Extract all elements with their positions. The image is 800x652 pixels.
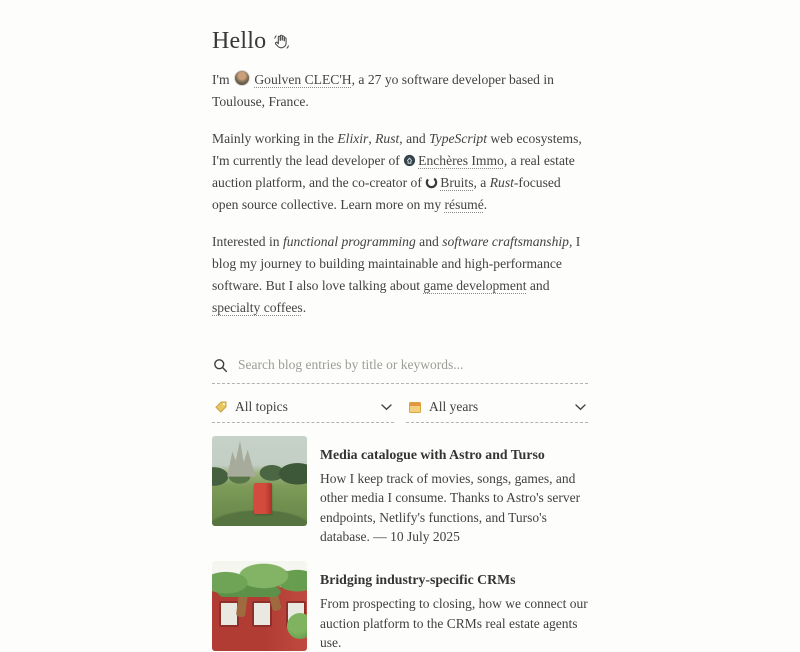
thumbnail-art-window xyxy=(252,601,272,627)
entry-date: — 10 July 2025 xyxy=(373,529,460,545)
intro-paragraph-1: I'm Goulven CLEC'H, a 27 yo software developer based in Toulouse, France. xyxy=(212,72,554,110)
entry-description: How I keep track of movies, songs, games, and other media I consume. Thanks to Astro's server endpoints, Netlify's functions, and Turso's database. — 10 July 2025 xyxy=(320,471,581,545)
entry-description: From prospecting to closing, how we connect our auction platform to the CRMs real estate agents use. xyxy=(320,596,588,650)
page-content xyxy=(212,0,588,652)
inline-link[interactable]: game development xyxy=(423,278,527,294)
inline-link[interactable]: specialty coffees xyxy=(212,300,303,316)
entry-body xyxy=(320,436,588,546)
calendar-icon xyxy=(408,400,422,414)
tag-icon xyxy=(214,400,228,414)
bruits-logo-icon xyxy=(425,176,438,189)
inline-link[interactable]: Bruits xyxy=(440,175,474,191)
filter-row xyxy=(212,397,588,423)
search-bar xyxy=(212,354,588,384)
greeting-text: Hello xyxy=(212,28,267,54)
emphasis-text: Rust xyxy=(375,131,400,147)
search-input[interactable] xyxy=(236,356,587,374)
entry-title-link[interactable]: Media catalogue with Astro and Turso xyxy=(320,447,545,463)
topics-select[interactable] xyxy=(212,397,394,423)
entry-title-link[interactable]: Bridging industry-specific CRMs xyxy=(320,572,516,588)
intro-paragraph-3: Interested in functional programming and software craftsmanship, I blog my journey to building maintainable and high-performance software. But I also love talking about game development and specialty coffees. xyxy=(212,234,581,316)
thumbnail-art-red-pillar xyxy=(254,483,272,514)
inline-link[interactable]: Goulven CLEC'H xyxy=(254,72,352,87)
emphasis-text: TypeScript xyxy=(429,131,488,147)
blog-entry xyxy=(212,436,588,546)
waving-hand-icon xyxy=(273,33,290,50)
chevron-down-icon xyxy=(381,404,392,411)
thumbnail-art-mountain xyxy=(227,441,256,477)
years-select[interactable] xyxy=(406,397,588,423)
blog-entry xyxy=(212,561,588,652)
intro-paragraph-2: Mainly working in the Elixir, Rust, and TypeScript web ecosystems, I'm currently the lead developer of Enchères Immo, a real estate auction platform, and the co-creator of Bruits, a Rust-focused open source collective. Learn more on my résumé. xyxy=(212,131,582,213)
inline-link[interactable]: résumé xyxy=(444,197,484,213)
emphasis-text: Rust xyxy=(489,175,514,191)
emphasis-text: functional programming xyxy=(282,234,416,250)
avatar xyxy=(234,70,250,86)
topics-select-value: All topics xyxy=(235,399,288,415)
thumbnail-art-canopy xyxy=(212,563,307,597)
page-title xyxy=(212,28,588,55)
post-thumbnail-red-barn[interactable] xyxy=(212,561,307,651)
emphasis-text: Elixir xyxy=(337,131,369,147)
chevron-down-icon xyxy=(575,404,586,411)
search-icon xyxy=(213,358,228,373)
blog-entries-list xyxy=(212,436,588,652)
entry-body xyxy=(320,561,588,652)
encheres-immo-logo-icon xyxy=(403,154,416,167)
years-select-value: All years xyxy=(429,399,479,415)
emphasis-text: software craftsmanship xyxy=(442,234,569,250)
inline-link[interactable]: Enchères Immo xyxy=(418,153,504,169)
